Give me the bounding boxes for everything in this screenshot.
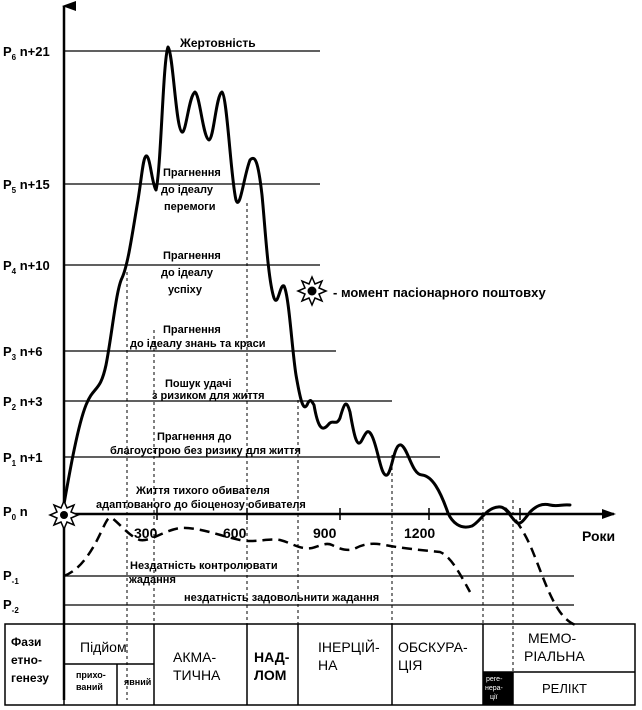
phase-akmatychna-line2: ТИЧНА — [173, 667, 221, 683]
caption-pm1-line2: жадання — [129, 574, 176, 586]
phase-memorialna-line2: РІАЛЬНА — [524, 648, 585, 664]
tick-900: 900 — [313, 525, 337, 541]
phase-regeneratsiia-line1: реге- — [486, 676, 503, 683]
phase-obskuratsiia-line2: ЦІЯ — [398, 657, 423, 673]
phase-prykhovanyi-line1: прихо- — [76, 670, 106, 680]
tick-1200: 1200 — [404, 525, 436, 541]
caption-p2-line2: з ризиком для життя — [152, 390, 265, 402]
legend-text: - момент пасіонарного поштовху — [333, 285, 546, 300]
phase-memorialna-line1: МЕМО- — [528, 630, 577, 646]
caption-p4-line1: Прагнення — [163, 250, 221, 262]
phase-inertsiia-line1: ІНЕРЦІЙ- — [318, 639, 380, 655]
caption-p5-line1: Прагнення — [163, 167, 221, 179]
caption-pm1-line1: Нездатність контролювати — [130, 560, 278, 572]
caption-p1-line2: благоустрою без ризику для життя — [110, 445, 301, 457]
caption-p0-line2: адаптованого до біоценозу обивателя — [96, 499, 306, 511]
caption-p3-line1: Прагнення — [163, 324, 221, 336]
y-label-p5: $P_5$ n+15 — [3, 177, 50, 195]
caption-p2-line1: Пошук удачі — [165, 378, 232, 390]
y-labels — [3, 44, 50, 615]
phase-podiom: Підйом — [80, 639, 127, 655]
y-label-p4: $P_4$ n+10 — [3, 258, 50, 276]
tick-300: 300 — [134, 525, 158, 541]
level-captions — [96, 36, 379, 604]
caption-p1-line1: Прагнення до — [157, 431, 232, 443]
y-label-p1: $P_1$ n+1 — [3, 450, 43, 468]
y-label-pm2: $P_{-2}$ — [3, 597, 19, 615]
caption-p5-line2: до ідеалу — [161, 184, 213, 196]
phase-prykhovanyi-line2: ваний — [76, 682, 103, 692]
phase-akmatychna-line1: АКМА- — [173, 649, 217, 665]
phase-iavnyi: явний — [124, 677, 152, 687]
phase-nadlom-line1: НАД- — [254, 649, 290, 665]
y-label-p3: $P_3$ n+6 — [3, 344, 43, 362]
caption-p4-line2: до ідеалу — [161, 267, 213, 279]
level-lines — [64, 51, 574, 605]
phase-obskuratsiia-line1: ОБСКУРА- — [398, 639, 468, 655]
phase-relikt: РЕЛІКТ — [542, 681, 587, 696]
header-line3: генезу — [11, 671, 49, 685]
tick-600: 600 — [223, 525, 247, 541]
x-axis-label: Роки — [582, 528, 616, 544]
y-label-pm1: $P_{-1}$ — [3, 568, 19, 586]
passionary-push-star-legend — [298, 277, 326, 305]
caption-p6: Жертовність — [180, 36, 256, 50]
caption-p4-line3: успіху — [168, 284, 203, 296]
passionary-push-star-origin — [50, 501, 78, 529]
phase-regeneratsiia-line2: нера- — [485, 685, 503, 692]
caption-p5-line3: перемоги — [164, 201, 216, 213]
y-label-p6: $P_6$ n+21 — [3, 44, 50, 62]
caption-p0-line1: Життя тихого обивателя — [136, 485, 270, 497]
header-line2: етно- — [11, 653, 42, 667]
phase-inertsiia-line2: НА — [318, 657, 338, 673]
phase-nadlom-line2: ЛОМ — [254, 667, 287, 683]
caption-pm2: нездатність задовольнити жадання — [184, 592, 380, 604]
y-label-p2: $P_2$ n+3 — [3, 394, 43, 412]
phase-regeneratsiia-line3: ції — [490, 694, 498, 701]
phases-table-text — [11, 630, 587, 701]
caption-p3-line2: до ідеалу знань та краси — [130, 338, 266, 350]
header-line1: Фази — [11, 635, 42, 649]
y-label-p0: $P_0$ n — [3, 504, 28, 522]
